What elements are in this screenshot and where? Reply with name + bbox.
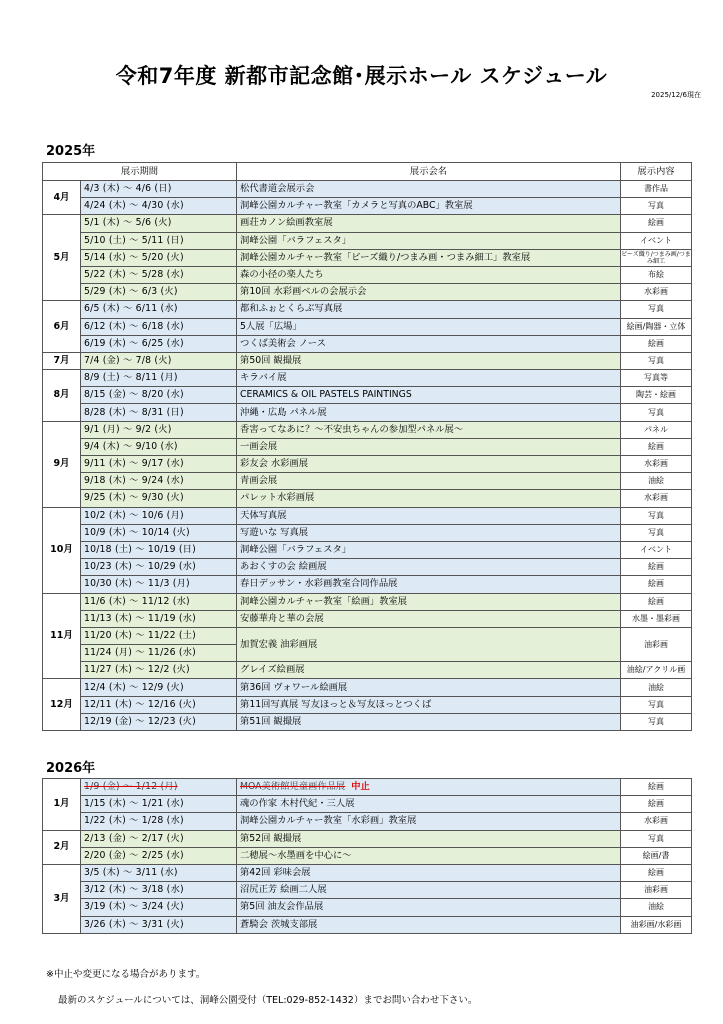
content-cell: 絵画 — [621, 593, 692, 610]
content-cell: パネル — [621, 421, 692, 438]
table-row — [43, 421, 692, 438]
content-cell: 絵画 — [621, 438, 692, 455]
period-cell: 11/6 (木) ～ 11/12 (水) — [81, 593, 237, 610]
month-cell: 9月 — [43, 421, 81, 507]
content-cell: 水墨・墨彩画 — [621, 610, 692, 627]
period-cell: 12/11 (木) ～ 12/16 (火) — [81, 696, 237, 713]
exhibition-name-cell: 蒼騎会 茨城支部展 — [237, 916, 621, 933]
exhibition-name-cell: 5人展「広場」 — [237, 318, 621, 335]
period-cell: 3/26 (木) ～ 3/31 (火) — [81, 916, 237, 933]
table-row — [43, 473, 692, 490]
content-cell: 写真 — [621, 830, 692, 847]
exhibition-name-cell: 第36回 ヴォワール絵画展 — [237, 679, 621, 696]
period-cell: 8/9 (土) ～ 8/11 (月) — [81, 370, 237, 387]
table-row — [43, 490, 692, 507]
table-row — [43, 387, 692, 404]
content-cell: 水彩画 — [621, 284, 692, 301]
period-cell: 9/25 (木) ～ 9/30 (火) — [81, 490, 237, 507]
exhibition-name-cell: 都和ふぉとくらぶ写真展 — [237, 301, 621, 318]
month-cell: 11月 — [43, 593, 81, 679]
period-cell: 12/4 (木) ～ 12/9 (火) — [81, 679, 237, 696]
table-row — [43, 249, 692, 266]
period-cell — [81, 779, 237, 796]
period-cell: 10/2 (木) ～ 10/6 (月) — [81, 507, 237, 524]
content-cell: イベント — [621, 232, 692, 249]
period-cell: 10/30 (木) ～ 11/3 (月) — [81, 576, 237, 593]
month-cell: 5月 — [43, 215, 81, 301]
content-cell: 陶芸・絵画 — [621, 387, 692, 404]
month-cell: 1月 — [43, 779, 81, 831]
period-cell: 5/10 (土) ～ 5/11 (日) — [81, 232, 237, 249]
period-cell: 2/20 (金) ～ 2/25 (水) — [81, 847, 237, 864]
exhibition-name-cell: 香害ってなあに？～不安虫ちゃんの参加型パネル展～ — [237, 421, 621, 438]
period-cell: 12/19 (金) ～ 12/23 (火) — [81, 713, 237, 730]
table-row — [43, 627, 692, 644]
content-cell: 写真 — [621, 198, 692, 215]
table-row — [43, 847, 692, 864]
table-row — [43, 335, 692, 352]
cancelled-period: 1/9 (金) ～ 1/12 (月) — [84, 781, 178, 793]
table-row — [43, 181, 692, 198]
period-cell: 9/18 (木) ～ 9/24 (水) — [81, 473, 237, 490]
exhibition-name-cell: 松代書道会展示会 — [237, 181, 621, 198]
content-cell: 油彩画/水彩画 — [621, 916, 692, 933]
content-cell: 写真 — [621, 301, 692, 318]
month-cell: 8月 — [43, 370, 81, 422]
exhibition-name-cell: キラバイ展 — [237, 370, 621, 387]
exhibition-name-cell: 画荘カノン絵画教室展 — [237, 215, 621, 232]
exhibition-name-cell: 第5回 油友会作品展 — [237, 899, 621, 916]
period-cell: 9/1 (月) ～ 9/2 (火) — [81, 421, 237, 438]
content-cell: 写真 — [621, 507, 692, 524]
content-cell: 写真 — [621, 352, 692, 369]
period-cell: 1/22 (木) ～ 1/28 (水) — [81, 813, 237, 830]
period-cell: 10/9 (木) ～ 10/14 (火) — [81, 524, 237, 541]
period-cell: 11/27 (木) ～ 12/2 (火) — [81, 662, 237, 679]
table-row — [43, 882, 692, 899]
month-cell: 3月 — [43, 864, 81, 933]
exhibition-name-cell: 安藤華舟と華の会展 — [237, 610, 621, 627]
table-row — [43, 713, 692, 730]
content-cell: 絵画/書 — [621, 847, 692, 864]
month-cell: 7月 — [43, 352, 81, 369]
period-cell: 10/18 (土) ～ 10/19 (日) — [81, 541, 237, 558]
period-cell: 6/12 (木) ～ 6/18 (水) — [81, 318, 237, 335]
month-cell: 6月 — [43, 301, 81, 353]
table-row — [43, 198, 692, 215]
content-cell: 写真 — [621, 524, 692, 541]
content-cell: 写真 — [621, 696, 692, 713]
period-cell: 5/22 (木) ～ 5/28 (水) — [81, 266, 237, 283]
content-cell: 油絵 — [621, 473, 692, 490]
table-row — [43, 864, 692, 881]
year-2026-label: 2026年 — [46, 761, 96, 776]
content-cell: 油絵/アクリル画 — [621, 662, 692, 679]
table-row — [43, 610, 692, 627]
period-cell: 3/12 (木) ～ 3/18 (水) — [81, 882, 237, 899]
header-content: 展示内容 — [621, 163, 692, 181]
exhibition-name-cell: 第11回写真展 写友ほっと＆写友ほっとつくば — [237, 696, 621, 713]
table-row — [43, 438, 692, 455]
exhibition-name-cell: 洞峰公園カルチャー教室「絵画」教室展 — [237, 593, 621, 610]
table-row — [43, 284, 692, 301]
exhibition-name-cell: パレット水彩画展 — [237, 490, 621, 507]
period-cell: 5/1 (木) ～ 5/6 (火) — [81, 215, 237, 232]
content-cell: 油彩画 — [621, 882, 692, 899]
table-row — [43, 696, 692, 713]
content-cell: 水彩画 — [621, 456, 692, 473]
header-name: 展示会名 — [237, 163, 621, 181]
exhibition-name-cell: 第42回 彩味会展 — [237, 864, 621, 881]
exhibition-name-cell: 森の小径の楽人たち — [237, 266, 621, 283]
table-row — [43, 541, 692, 558]
schedule-table-2026 — [42, 778, 692, 934]
exhibition-name-cell: グレイズ絵画展 — [237, 662, 621, 679]
year-2025-label: 2025年 — [46, 144, 96, 159]
period-cell: 6/19 (木) ～ 6/25 (水) — [81, 335, 237, 352]
as-of-date: 2025/12/6現在 — [651, 91, 701, 99]
content-cell: 絵画 — [621, 576, 692, 593]
table-row — [43, 507, 692, 524]
exhibition-name-cell: 第51回 観撮展 — [237, 713, 621, 730]
month-cell: 2月 — [43, 830, 81, 864]
period-cell: 10/23 (木) ～ 10/29 (水) — [81, 559, 237, 576]
content-cell: 写真等 — [621, 370, 692, 387]
content-cell: 絵画/陶器・立体 — [621, 318, 692, 335]
header-period: 展示期間 — [43, 163, 237, 181]
exhibition-name-cell: 写遊いな 写真展 — [237, 524, 621, 541]
content-cell: 書作品 — [621, 181, 692, 198]
period-cell: 5/14 (水) ～ 5/20 (火) — [81, 249, 237, 266]
table-row — [43, 679, 692, 696]
page-title: 令和7年度 新都市記念館･展示ホール スケジュール — [115, 64, 608, 88]
table-row — [43, 404, 692, 421]
period-cell: 7/4 (金) ～ 7/8 (火) — [81, 352, 237, 369]
content-cell: イベント — [621, 541, 692, 558]
period-cell: 11/20 (木) ～ 11/22 (土) — [81, 627, 237, 644]
content-cell: 写真 — [621, 404, 692, 421]
content-cell: 布絵 — [621, 266, 692, 283]
content-cell: 絵画 — [621, 215, 692, 232]
content-cell: ビーズ織り/つまみ画/つまみ細工 — [621, 250, 691, 265]
exhibition-name-cell: 一画会展 — [237, 438, 621, 455]
exhibition-name-cell: 洞峰公園カルチャー教室「カメラと写真のABC」教室展 — [237, 198, 621, 215]
content-cell: 絵画 — [621, 779, 692, 796]
content-cell: 絵画 — [621, 335, 692, 352]
period-cell: 8/15 (金) ～ 8/20 (水) — [81, 387, 237, 404]
table-row — [43, 813, 692, 830]
content-cell: 水彩画 — [621, 813, 692, 830]
table-row — [43, 796, 692, 813]
period-cell: 1/15 (木) ～ 1/21 (水) — [81, 796, 237, 813]
exhibition-name-cell: 第50回 観撮展 — [237, 352, 621, 369]
exhibition-name-cell: つくば美術会 ノース — [237, 335, 621, 352]
exhibition-name-cell: 天体写真展 — [237, 507, 621, 524]
table-row — [43, 576, 692, 593]
table-row — [43, 779, 692, 796]
table-row — [43, 318, 692, 335]
table-row — [43, 593, 692, 610]
note-contact: 最新のスケジュールについては、洞峰公園受付（TEL:029-852-1432）までお問い合わせ下さい。 — [58, 995, 478, 1006]
exhibition-name-cell: 加賀宏義 油彩画展 — [237, 627, 621, 661]
period-cell: 11/24 (月) ～ 11/26 (水) — [81, 645, 237, 662]
period-cell: 8/28 (木) ～ 8/31 (日) — [81, 404, 237, 421]
schedule-table-2025 — [42, 162, 692, 731]
exhibition-name-cell: 洞峰公園カルチャー教室「ビーズ織り/つまみ画・つまみ細工」教室展 — [237, 249, 621, 266]
content-cell: 写真 — [621, 713, 692, 730]
period-cell: 2/13 (金) ～ 2/17 (火) — [81, 830, 237, 847]
exhibition-name-cell: 洞峰公園カルチャー教室「水彩画」教室展 — [237, 813, 621, 830]
cancelled-exhibition-name: MOA美術館児童画作品展 — [240, 781, 346, 793]
month-cell: 12月 — [43, 679, 81, 731]
table-row — [43, 899, 692, 916]
exhibition-name-cell: 二穂展～水墨画を中心に～ — [237, 847, 621, 864]
exhibition-name-cell: 青画会展 — [237, 473, 621, 490]
cancel-label: 中止 — [351, 781, 370, 793]
exhibition-name-cell: CERAMICS & OIL PASTELS PAINTINGS — [237, 387, 621, 404]
table-row — [43, 301, 692, 318]
content-cell: 絵画 — [621, 864, 692, 881]
exhibition-name-cell: 沖縄・広島 パネル展 — [237, 404, 621, 421]
exhibition-name-cell: 彩友会 水彩画展 — [237, 456, 621, 473]
table-row — [43, 524, 692, 541]
exhibition-name-cell: 春日デッサン・水彩画教室合同作品展 — [237, 576, 621, 593]
period-cell: 3/5 (木) ～ 3/11 (水) — [81, 864, 237, 881]
period-cell: 4/24 (木) ～ 4/30 (水) — [81, 198, 237, 215]
content-cell: 水彩画 — [621, 490, 692, 507]
table-row — [43, 916, 692, 933]
exhibition-name-cell: 第10回 水彩画ベルの会展示会 — [237, 284, 621, 301]
content-cell: 油彩画 — [621, 627, 692, 661]
exhibition-name-cell: 洞峰公園「バラフェスタ」 — [237, 541, 621, 558]
period-cell: 9/11 (木) ～ 9/17 (水) — [81, 456, 237, 473]
period-cell: 6/5 (木) ～ 6/11 (水) — [81, 301, 237, 318]
exhibition-name-cell: 沼尻正芳 絵画二人展 — [237, 882, 621, 899]
exhibition-name-cell: 第52回 観撮展 — [237, 830, 621, 847]
period-cell: 4/3 (木) ～ 4/6 (日) — [81, 181, 237, 198]
month-cell: 10月 — [43, 507, 81, 593]
table-row — [43, 662, 692, 679]
table-row — [43, 232, 692, 249]
table-row — [43, 215, 692, 232]
table-row — [43, 352, 692, 369]
exhibition-name-cell: 魂の作家 木村代紀・三人展 — [237, 796, 621, 813]
table-row — [43, 456, 692, 473]
table-row — [43, 559, 692, 576]
period-cell: 5/29 (木) ～ 6/3 (火) — [81, 284, 237, 301]
content-cell: 油絵 — [621, 679, 692, 696]
note-change: ※中止や変更になる場合があります。 — [46, 969, 206, 980]
period-cell: 3/19 (木) ～ 3/24 (火) — [81, 899, 237, 916]
table-row — [43, 370, 692, 387]
content-cell: 絵画 — [621, 559, 692, 576]
period-cell: 9/4 (木) ～ 9/10 (水) — [81, 438, 237, 455]
period-cell: 11/13 (木) ～ 11/19 (水) — [81, 610, 237, 627]
table-row — [43, 830, 692, 847]
table-row — [43, 266, 692, 283]
month-cell: 4月 — [43, 181, 81, 215]
exhibition-name-cell — [237, 779, 621, 796]
content-cell: 絵画 — [621, 796, 692, 813]
content-cell: 油絵 — [621, 899, 692, 916]
exhibition-name-cell: 洞峰公園「バラフェスタ」 — [237, 232, 621, 249]
exhibition-name-cell: あおくすの会 絵画展 — [237, 559, 621, 576]
